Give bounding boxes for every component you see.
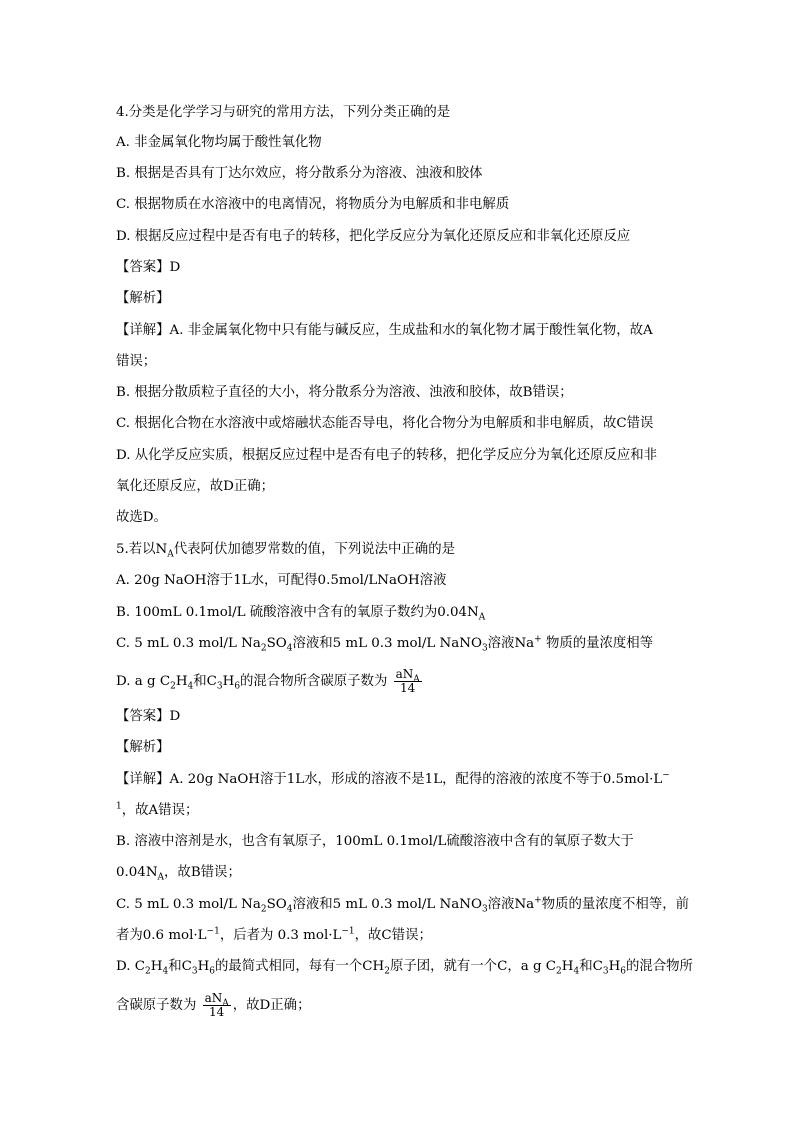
q4-stem: 4.分类是化学学习与研究的常用方法，下列分类正确的是: [116, 105, 451, 120]
q5-option-b: B. 100mL 0.1mol/L 硫酸溶液中含有的氧原子数约为$0.04N_A$: [116, 605, 486, 623]
q5-detail-b1: B. 溶液中溶剂是水，也含有氧原子，100mL 0.1mol/L硫酸溶液中含有的氧原子数大于: [116, 834, 634, 849]
q5-detail-a2: $^1$，故A错误；: [116, 801, 199, 818]
q5-detail-c1: C. 5 mL 0.3 mol/L $Na_2SO_4$溶液和5 mL 0.3 mol/L NaNO$_3$溶液Na+物质的量浓度不相等，前: [116, 895, 689, 915]
q4-detail-a2: 错误；: [116, 354, 157, 369]
q4-detail-a1: 【详解】A. 非金属氧化物中只有能与碱反应，生成盐和水的氧化物才属于酸性氧化物，故A: [116, 323, 653, 338]
q5-detail-c2: 者为0.6 $mol\cdot L^{-1}$，后者为 0.3 $mol\cdot L^{-1}$，故C错误；: [116, 926, 432, 943]
fraction-an-over-14: $\frac{aN_A}{14}$: [204, 991, 229, 1019]
q4-analysis: 【解析】: [116, 291, 170, 306]
q4-detail-b: B. 根据分散质粒子直径的大小，将分散系分为溶液、浊液和胶体，故B错误；: [116, 385, 573, 400]
q5-detail-d2: 含碳原子数为 $\frac{aN_A}{14}$ ，故D正确；: [116, 991, 311, 1019]
q4-detail-c: C. 根据化合物在水溶液中或熔融状态能否导电，将化合物分为电解质和非电解质，故C错误: [116, 416, 654, 431]
q5-detail-a1: 【详解】A. 20g NaOH溶于1L水，形成的溶液不是1L，配得的溶液的浓度不等于0.5mol·L−: [116, 770, 670, 787]
fraction-an-over-14: $\frac{aN_A}{14}$: [395, 667, 420, 695]
q4-option-d: D. 根据反应过程中是否有电子的转移，把化学反应分为氧化还原反应和非氧化还原反应: [116, 229, 631, 244]
q5-option-a: A. 20g NaOH溶于1L水，可配得0.5mol/LNaOH溶液: [116, 573, 447, 588]
q4-option-a: A. 非金属氧化物均属于酸性氧化物: [116, 135, 322, 150]
q5-analysis: 【解析】: [116, 740, 170, 755]
q4-option-c: C. 根据物质在水溶液中的电离情况，将物质分为电解质和非电解质: [116, 197, 510, 212]
q5-detail-b2: $0.04N_A$，故B错误；: [116, 865, 241, 883]
q4-answer: 【答案】D: [116, 260, 181, 275]
q5-stem: 5.若以$N_A$代表阿伏加德罗常数的值，下列说法中正确的是: [116, 542, 455, 560]
q4-detail-d1: D. 从化学反应实质，根据反应过程中是否有电子的转移，把化学反应分为氧化还原反应和非: [116, 448, 658, 463]
q5-option-d: D. a g $C_2H_4$和$C_3H_6$的混合物所含碳原子数为 $\frac{aN_A}{14}$: [116, 667, 420, 695]
q4-detail-d2: 氧化还原反应，故D正确；: [116, 479, 275, 494]
q5-option-c: C. 5 mL 0.3 mol/L $Na_2SO_4$溶液和5 mL 0.3 mol/L NaNO$_3$溶液Na+ 物质的量浓度相等: [116, 634, 654, 654]
q5-detail-d1: D. $C_2H_4$和$C_3H_6$的最简式相同，每有一个$CH_2$原子团，就有一个C，a g $C_2H_4$和$C_3H_6$的混合物所: [116, 959, 693, 977]
q4-option-b: B. 根据是否具有丁达尔效应，将分散系分为溶液、浊液和胶体: [116, 166, 483, 181]
q5-answer: 【答案】D: [116, 709, 181, 724]
q4-choose: 故选D。: [116, 510, 167, 525]
